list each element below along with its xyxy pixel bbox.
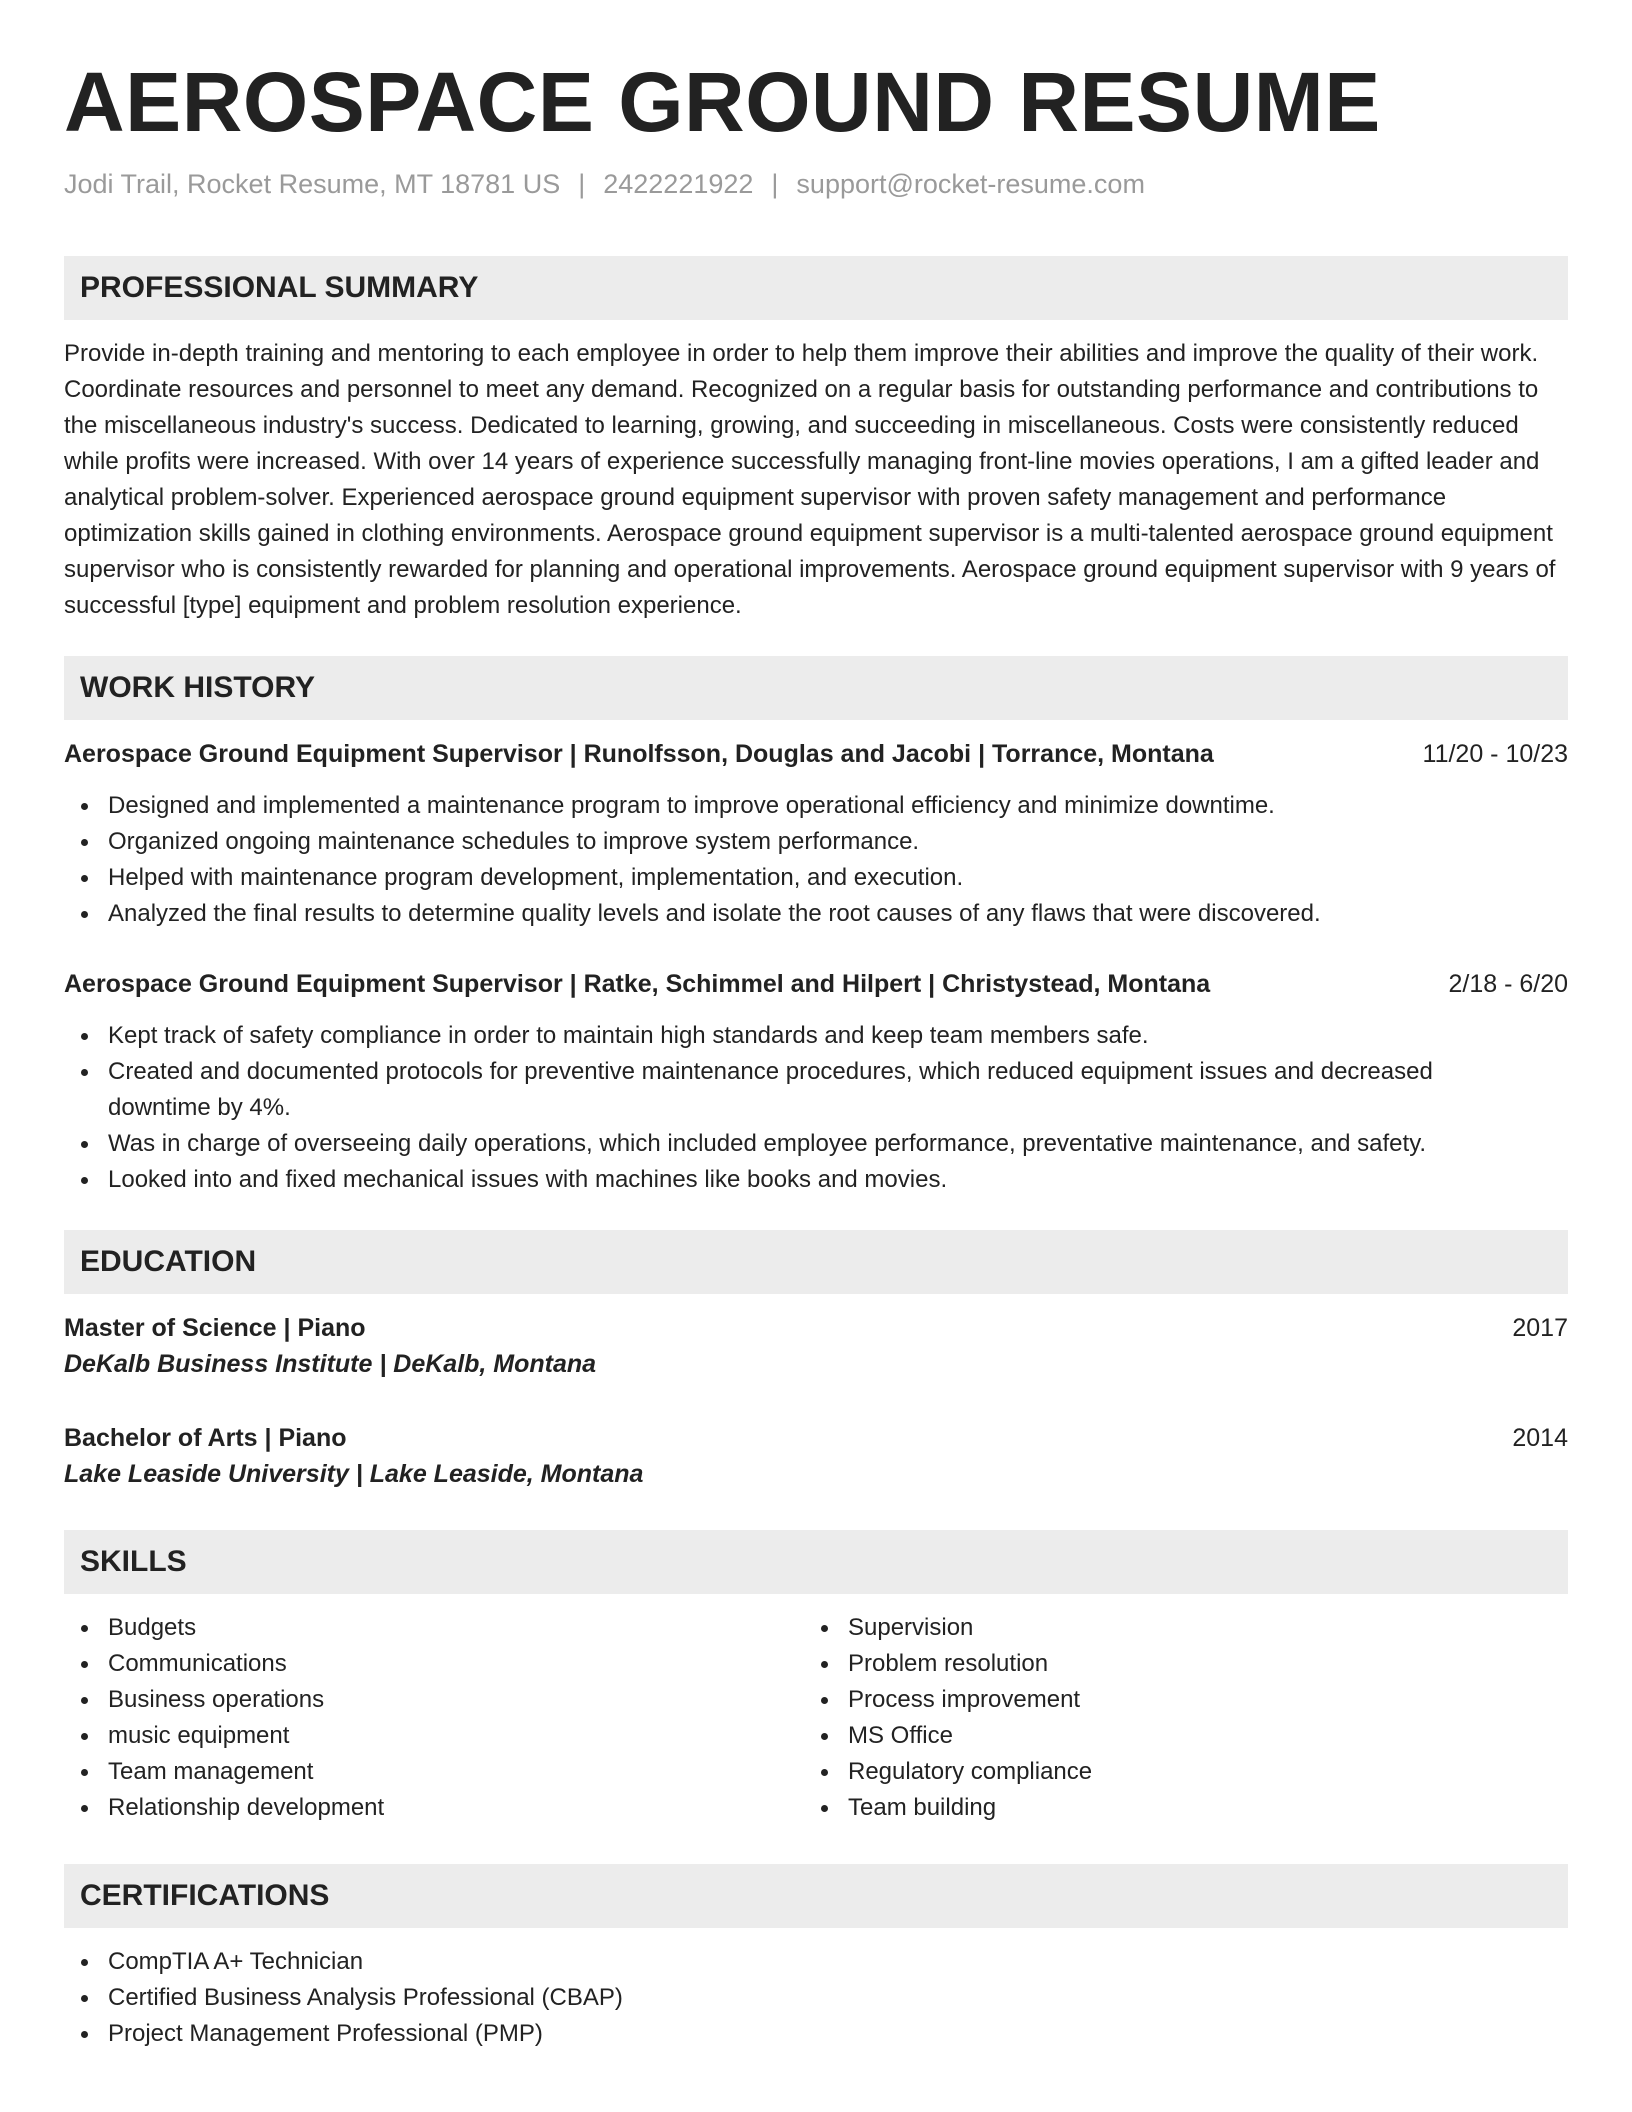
list-item: Organized ongoing maintenance schedules to improve system performance. — [64, 824, 1568, 860]
job-header — [64, 736, 1568, 772]
list-item: Designed and implemented a maintenance program to improve operational efficiency and minimize downtime. — [64, 788, 1568, 824]
job-dates: 2/18 - 6/20 — [1448, 970, 1568, 998]
list-item: CompTIA A+ Technician — [64, 1944, 1568, 1980]
job-title: Aerospace Ground Equipment Supervisor | Runolfsson, Douglas and Jacobi | Torrance, Montana — [64, 740, 1214, 768]
list-item: Process improvement — [804, 1682, 1544, 1718]
summary-heading: PROFESSIONAL SUMMARY — [64, 256, 1568, 320]
list-item: Analyzed the final results to determine quality levels and isolate the root causes of any flaws that were discovered. — [64, 896, 1568, 932]
certifications-heading: CERTIFICATIONS — [64, 1864, 1568, 1928]
list-item: music equipment — [64, 1718, 804, 1754]
job-entry — [64, 736, 1568, 932]
skills-column-left — [64, 1610, 804, 1826]
contact-email: support@rocket-resume.com — [796, 169, 1145, 199]
list-item: Team management — [64, 1754, 804, 1790]
list-item: Was in charge of overseeing daily operations, which included employee performance, preventative maintenance, and safety. — [64, 1126, 1568, 1162]
contact-address: Jodi Trail, Rocket Resume, MT 18781 US — [64, 169, 561, 199]
education-year: 2017 — [1512, 1314, 1568, 1342]
list-item: Business operations — [64, 1682, 804, 1718]
list-item: Team building — [804, 1790, 1544, 1826]
summary-text: Provide in-depth training and mentoring to each employee in order to help them improve their abilities and improve the quality of their work. Coordinate resources and personnel to meet any demand. Recognized on a regular basis for outstanding performance and contributions to the miscellaneous industry's success. Dedicated to learning, growing, and succeeding in miscellaneous. Costs were consistently reduced while profits were increased. With over 14 years of experience successfully managing front-line movies operations, I am a gifted leader and analytical problem-solver. Experienced aerospace ground equipment supervisor with proven safety management and performance optimization skills gained in clothing environments. Aerospace ground equipment supervisor is a multi-talented aerospace ground equipment supervisor who is consistently rewarded for planning and operational improvements. Aerospace ground equipment supervisor with 9 years of successful [type] equipment and problem resolution experience. — [64, 340, 1556, 619]
job-entry — [64, 966, 1568, 1198]
job-header — [64, 966, 1568, 1002]
list-item: Created and documented protocols for preventive maintenance procedures, which reduced equipment issues and decreased downtime by 4%. — [64, 1054, 1568, 1126]
job-bullets — [64, 1018, 1568, 1198]
job-bullets — [64, 788, 1568, 932]
list-item: Certified Business Analysis Professional (CBAP) — [64, 1980, 1568, 2016]
skills-grid — [64, 1610, 1568, 1826]
job-dates: 11/20 - 10/23 — [1422, 740, 1568, 768]
school: Lake Leaside University | Lake Leaside, Montana — [64, 1460, 644, 1488]
contact-line — [64, 166, 1568, 202]
education-header — [64, 1420, 1568, 1456]
education-heading: EDUCATION — [64, 1230, 1568, 1294]
list-item: MS Office — [804, 1718, 1544, 1754]
list-item: Project Management Professional (PMP) — [64, 2016, 1568, 2052]
degree: Master of Science | Piano — [64, 1314, 366, 1342]
list-item: Helped with maintenance program development, implementation, and execution. — [64, 860, 1568, 896]
degree: Bachelor of Arts | Piano — [64, 1424, 347, 1452]
contact-separator: | — [771, 169, 779, 199]
list-item: Looked into and fixed mechanical issues with machines like books and movies. — [64, 1162, 1568, 1198]
list-item: Communications — [64, 1646, 804, 1682]
work-history-heading: WORK HISTORY — [64, 656, 1568, 720]
list-item: Budgets — [64, 1610, 804, 1646]
education-year: 2014 — [1512, 1424, 1568, 1452]
contact-separator: | — [578, 169, 586, 199]
education-header — [64, 1310, 1568, 1346]
list-item: Relationship development — [64, 1790, 804, 1826]
contact-phone: 2422221922 — [603, 169, 754, 199]
list-item: Supervision — [804, 1610, 1544, 1646]
list-item: Problem resolution — [804, 1646, 1544, 1682]
certifications-list — [64, 1944, 1568, 2052]
list-item: Kept track of safety compliance in order to maintain high standards and keep team members safe. — [64, 1018, 1568, 1054]
skills-heading: SKILLS — [64, 1530, 1568, 1594]
school: DeKalb Business Institute | DeKalb, Montana — [64, 1350, 597, 1378]
education-entry — [64, 1310, 1568, 1382]
list-item: Regulatory compliance — [804, 1754, 1544, 1790]
job-title: Aerospace Ground Equipment Supervisor | Ratke, Schimmel and Hilpert | Christystead, Montana — [64, 970, 1211, 998]
resume-title: AEROSPACE GROUND RESUME — [64, 55, 1381, 149]
skills-column-right — [804, 1610, 1544, 1826]
education-entry — [64, 1420, 1568, 1492]
